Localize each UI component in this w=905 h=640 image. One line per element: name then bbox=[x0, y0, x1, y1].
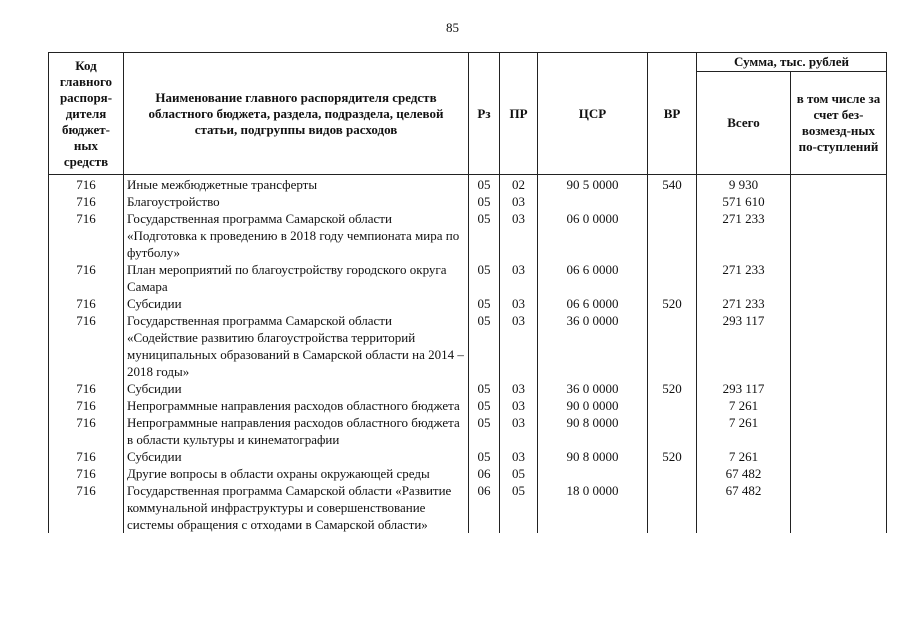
row-free bbox=[791, 295, 887, 312]
row-code: 716 bbox=[49, 312, 124, 380]
row-code: 716 bbox=[49, 414, 124, 448]
row-free bbox=[791, 482, 887, 533]
row-name: План мероприятий по благоустройству городского округа Самара bbox=[124, 261, 469, 295]
row-pr: 03 bbox=[500, 210, 538, 261]
row-free bbox=[791, 312, 887, 380]
row-name: Непрограммные направления расходов областного бюджета в области культуры и кинематографии bbox=[124, 414, 469, 448]
header-free: в том числе за счет без-возмезд-ных по-ступлений bbox=[791, 72, 887, 175]
row-free bbox=[791, 380, 887, 397]
row-total: 293 117 bbox=[697, 312, 791, 380]
header-rz: Рз bbox=[469, 53, 500, 175]
table-row bbox=[49, 465, 887, 482]
row-code: 716 bbox=[49, 397, 124, 414]
row-csr: 90 5 0000 bbox=[538, 175, 648, 194]
row-pr: 03 bbox=[500, 261, 538, 295]
row-vr bbox=[648, 465, 697, 482]
row-pr: 03 bbox=[500, 397, 538, 414]
row-csr: 18 0 0000 bbox=[538, 482, 648, 533]
table-row bbox=[49, 295, 887, 312]
row-code: 716 bbox=[49, 482, 124, 533]
row-vr bbox=[648, 414, 697, 448]
row-total: 271 233 bbox=[697, 261, 791, 295]
row-rz: 05 bbox=[469, 210, 500, 261]
row-name: Государственная программа Самарской области «Содействие развитию благоустройства территорий муниципальных образований в Самарской области на 2014 – 2018 годы» bbox=[124, 312, 469, 380]
row-code: 716 bbox=[49, 261, 124, 295]
row-total: 7 261 bbox=[697, 397, 791, 414]
row-vr: 520 bbox=[648, 448, 697, 465]
row-pr: 02 bbox=[500, 175, 538, 194]
row-free bbox=[791, 261, 887, 295]
row-pr: 03 bbox=[500, 193, 538, 210]
header-csr: ЦСР bbox=[538, 53, 648, 175]
row-name: Государственная программа Самарской области «Развитие коммунальной инфраструктуры и совершенствование системы обращения с отходами в Самарской области» bbox=[124, 482, 469, 533]
table-row bbox=[49, 210, 887, 261]
row-csr: 06 6 0000 bbox=[538, 261, 648, 295]
header-sum-group: Сумма, тыс. рублей bbox=[697, 53, 887, 72]
row-rz: 06 bbox=[469, 482, 500, 533]
row-pr: 03 bbox=[500, 295, 538, 312]
row-total: 271 233 bbox=[697, 210, 791, 261]
row-vr: 520 bbox=[648, 380, 697, 397]
header-pr: ПР bbox=[500, 53, 538, 175]
row-pr: 03 bbox=[500, 380, 538, 397]
row-vr: 520 bbox=[648, 295, 697, 312]
table-row bbox=[49, 312, 887, 380]
row-pr: 03 bbox=[500, 312, 538, 380]
table-row bbox=[49, 261, 887, 295]
row-csr: 36 0 0000 bbox=[538, 380, 648, 397]
row-total: 9 930 bbox=[697, 175, 791, 194]
row-rz: 05 bbox=[469, 295, 500, 312]
row-free bbox=[791, 397, 887, 414]
row-free bbox=[791, 193, 887, 210]
row-total: 67 482 bbox=[697, 465, 791, 482]
row-code: 716 bbox=[49, 295, 124, 312]
row-rz: 05 bbox=[469, 193, 500, 210]
row-rz: 05 bbox=[469, 397, 500, 414]
row-rz: 05 bbox=[469, 380, 500, 397]
table-row bbox=[49, 380, 887, 397]
row-vr bbox=[648, 482, 697, 533]
table-row bbox=[49, 448, 887, 465]
row-name: Другие вопросы в области охраны окружающей среды bbox=[124, 465, 469, 482]
row-csr: 06 6 0000 bbox=[538, 295, 648, 312]
row-pr: 05 bbox=[500, 482, 538, 533]
row-name: Субсидии bbox=[124, 448, 469, 465]
row-csr: 36 0 0000 bbox=[538, 312, 648, 380]
header-total: Всего bbox=[697, 72, 791, 175]
row-name: Непрограммные направления расходов областного бюджета bbox=[124, 397, 469, 414]
row-csr bbox=[538, 465, 648, 482]
header-code: Код главного распоря-дителя бюджет-ных средств bbox=[49, 53, 124, 175]
row-vr: 540 bbox=[648, 175, 697, 194]
row-total: 293 117 bbox=[697, 380, 791, 397]
table-row bbox=[49, 193, 887, 210]
row-total: 7 261 bbox=[697, 414, 791, 448]
table-row bbox=[49, 175, 887, 194]
row-code: 716 bbox=[49, 175, 124, 194]
row-vr bbox=[648, 397, 697, 414]
row-free bbox=[791, 448, 887, 465]
table-row bbox=[49, 397, 887, 414]
row-free bbox=[791, 414, 887, 448]
row-name: Субсидии bbox=[124, 380, 469, 397]
row-code: 716 bbox=[49, 193, 124, 210]
table-body bbox=[49, 175, 887, 534]
table-header bbox=[49, 53, 887, 175]
row-csr: 06 0 0000 bbox=[538, 210, 648, 261]
row-name: Государственная программа Самарской области «Подготовка к проведению в 2018 году чемпионата мира по футболу» bbox=[124, 210, 469, 261]
budget-table bbox=[48, 52, 887, 533]
row-name: Благоустройство bbox=[124, 193, 469, 210]
row-total: 7 261 bbox=[697, 448, 791, 465]
row-csr: 90 8 0000 bbox=[538, 448, 648, 465]
row-csr: 90 0 0000 bbox=[538, 397, 648, 414]
row-vr bbox=[648, 312, 697, 380]
row-code: 716 bbox=[49, 380, 124, 397]
row-vr bbox=[648, 210, 697, 261]
row-rz: 05 bbox=[469, 175, 500, 194]
row-code: 716 bbox=[49, 465, 124, 482]
header-name: Наименование главного распорядителя средств областного бюджета, раздела, подраздела, целевой статьи, подгруппы видов расходов bbox=[124, 53, 469, 175]
row-rz: 06 bbox=[469, 465, 500, 482]
table-row bbox=[49, 414, 887, 448]
row-rz: 05 bbox=[469, 448, 500, 465]
row-free bbox=[791, 210, 887, 261]
row-total: 571 610 bbox=[697, 193, 791, 210]
row-pr: 03 bbox=[500, 414, 538, 448]
header-vr: ВР bbox=[648, 53, 697, 175]
table-row bbox=[49, 482, 887, 533]
row-free bbox=[791, 465, 887, 482]
row-pr: 03 bbox=[500, 448, 538, 465]
row-rz: 05 bbox=[469, 312, 500, 380]
row-code: 716 bbox=[49, 448, 124, 465]
row-rz: 05 bbox=[469, 414, 500, 448]
row-csr: 90 8 0000 bbox=[538, 414, 648, 448]
row-vr bbox=[648, 261, 697, 295]
row-total: 271 233 bbox=[697, 295, 791, 312]
page-number: 85 bbox=[446, 20, 459, 35]
row-code: 716 bbox=[49, 210, 124, 261]
row-pr: 05 bbox=[500, 465, 538, 482]
row-name: Иные межбюджетные трансферты bbox=[124, 175, 469, 194]
row-csr bbox=[538, 193, 648, 210]
row-free bbox=[791, 175, 887, 194]
row-name: Субсидии bbox=[124, 295, 469, 312]
row-vr bbox=[648, 193, 697, 210]
row-total: 67 482 bbox=[697, 482, 791, 533]
row-rz: 05 bbox=[469, 261, 500, 295]
